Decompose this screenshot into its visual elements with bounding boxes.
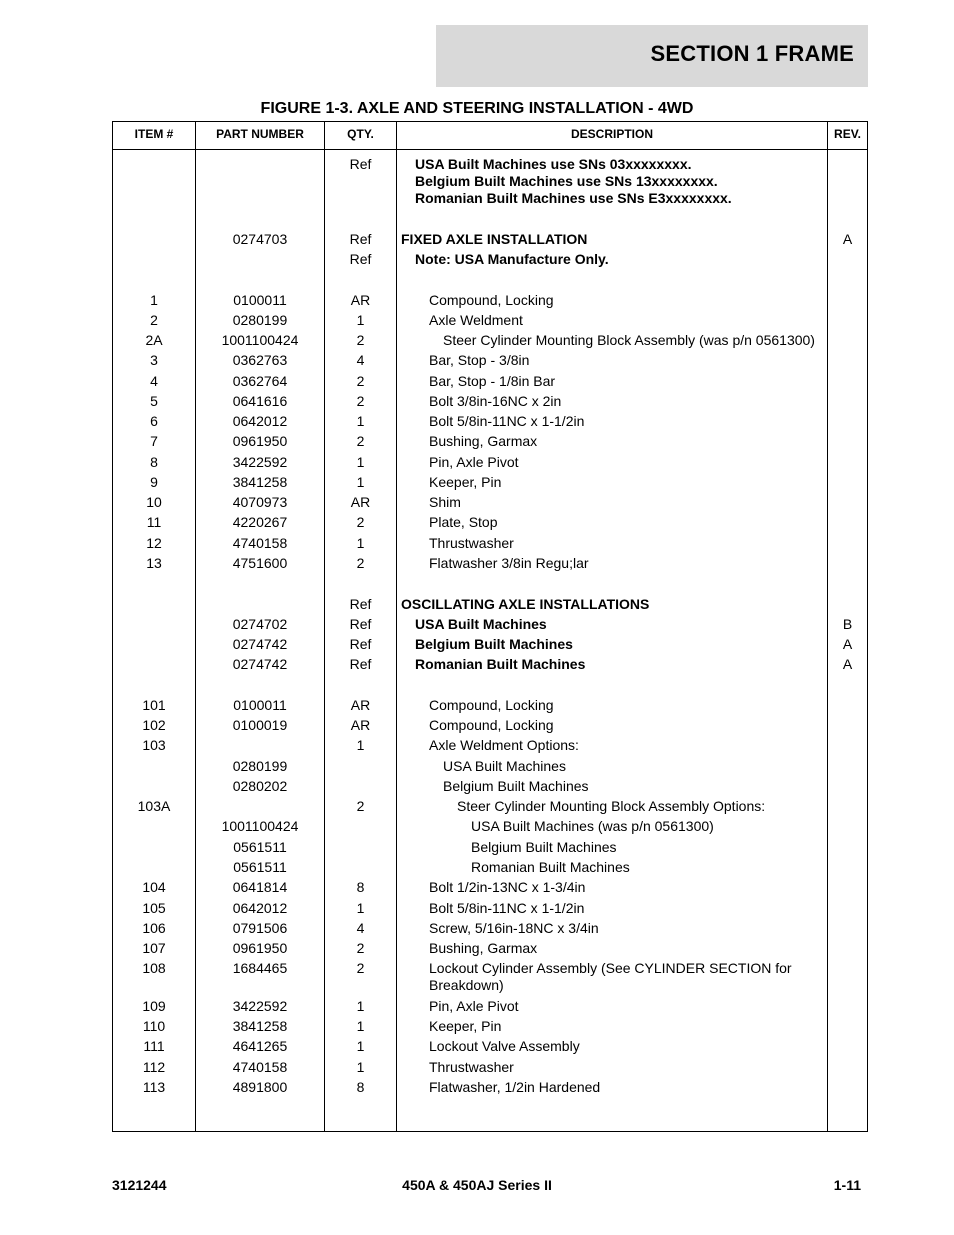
description: OSCILLATING AXLE INSTALLATIONS bbox=[401, 596, 650, 612]
description: Thrustwasher bbox=[429, 535, 514, 551]
item-number: 1 bbox=[150, 292, 158, 308]
item-number: 5 bbox=[150, 393, 158, 409]
item-number: 104 bbox=[142, 879, 166, 895]
item-number: 106 bbox=[142, 920, 166, 936]
quantity: Ref bbox=[349, 596, 372, 612]
description: Romanian Built Machines bbox=[471, 859, 630, 875]
revision: A bbox=[842, 231, 853, 247]
header-divider bbox=[113, 149, 867, 150]
quantity: 1 bbox=[356, 454, 365, 470]
part-number: 1001100424 bbox=[221, 818, 299, 834]
description: Shim bbox=[429, 494, 461, 510]
quantity: AR bbox=[350, 494, 371, 510]
description: Thrustwasher bbox=[429, 1059, 514, 1075]
description: Lockout Valve Assembly bbox=[429, 1038, 580, 1054]
part-number: 0100011 bbox=[233, 697, 287, 713]
description: Steer Cylinder Mounting Block Assembly Options: bbox=[457, 798, 766, 814]
footer-model: 450A & 450AJ Series II bbox=[402, 1177, 552, 1193]
part-number: 0274742 bbox=[232, 656, 288, 672]
parts-table bbox=[112, 121, 868, 1132]
section-title: SECTION 1 FRAME bbox=[650, 41, 854, 66]
description: Bar, Stop - 1/8in Bar bbox=[429, 373, 556, 389]
description: USA Built Machines (was p/n 0561300) bbox=[471, 818, 714, 834]
item-number: 8 bbox=[150, 454, 158, 470]
quantity: Ref bbox=[349, 231, 372, 247]
part-number: 3422592 bbox=[232, 454, 288, 470]
description: Belgium Built Machines bbox=[415, 636, 573, 652]
part-number: 0641814 bbox=[232, 879, 288, 895]
description: Bolt 5/8in-11NC x 1-1/2in bbox=[429, 900, 585, 916]
description: Steer Cylinder Mounting Block Assembly (was p/n 0561300) bbox=[443, 332, 815, 348]
description: Axle Weldment Options: bbox=[429, 737, 579, 753]
item-number: 3 bbox=[150, 352, 158, 368]
description: Bolt 1/2in-13NC x 1-3/4in bbox=[429, 879, 586, 895]
quantity: 1 bbox=[356, 312, 365, 328]
item-number: 103 bbox=[142, 737, 166, 753]
part-number: 0642012 bbox=[232, 900, 288, 916]
item-number: 108 bbox=[142, 960, 166, 976]
part-number: 0961950 bbox=[232, 940, 288, 956]
part-number: 4891800 bbox=[232, 1079, 288, 1095]
description: Belgium Built Machines bbox=[443, 778, 589, 794]
description: FIXED AXLE INSTALLATION bbox=[401, 231, 588, 247]
description: USA Built Machines use SNs 03xxxxxxxx. bbox=[415, 156, 692, 172]
description: Flatwasher, 1/2in Hardened bbox=[429, 1079, 601, 1095]
quantity: 8 bbox=[356, 879, 365, 895]
item-number: 2 bbox=[150, 312, 158, 328]
description: USA Built Machines bbox=[415, 616, 547, 632]
part-number: 0561511 bbox=[233, 859, 287, 875]
description: Bolt 5/8in-11NC x 1-1/2in bbox=[429, 413, 585, 429]
description: Screw, 5/16in-18NC x 3/4in bbox=[429, 920, 599, 936]
section-header-box bbox=[436, 25, 868, 87]
part-number: 0280199 bbox=[232, 312, 288, 328]
item-number: 109 bbox=[142, 998, 166, 1014]
quantity: 1 bbox=[356, 998, 365, 1014]
description: Belgium Built Machines use SNs 13xxxxxxxx. bbox=[415, 173, 718, 189]
quantity: 1 bbox=[356, 413, 365, 429]
description: Note: USA Manufacture Only. bbox=[415, 251, 609, 267]
part-number: 4070973 bbox=[232, 494, 288, 510]
quantity: 2 bbox=[356, 798, 365, 814]
quantity: Ref bbox=[349, 656, 372, 672]
item-number: 102 bbox=[142, 717, 166, 733]
revision: A bbox=[842, 636, 853, 652]
part-number: 4740158 bbox=[232, 1059, 288, 1075]
item-number: 111 bbox=[143, 1038, 165, 1054]
item-number: 107 bbox=[142, 940, 166, 956]
part-number: 3841258 bbox=[232, 1018, 288, 1034]
quantity: 2 bbox=[356, 514, 365, 530]
figure-title: FIGURE 1-3. AXLE AND STEERING INSTALLATION - 4WD bbox=[260, 100, 694, 117]
part-number: 3841258 bbox=[232, 474, 288, 490]
description: Pin, Axle Pivot bbox=[429, 454, 519, 470]
quantity: 8 bbox=[356, 1079, 365, 1095]
revision: B bbox=[842, 616, 853, 632]
header-part-number: PART NUMBER bbox=[216, 127, 304, 141]
description: Bushing, Garmax bbox=[429, 433, 538, 449]
quantity: 2 bbox=[356, 940, 365, 956]
part-number: 0274742 bbox=[232, 636, 288, 652]
part-number: 4740158 bbox=[232, 535, 288, 551]
item-number: 13 bbox=[146, 555, 162, 571]
description: Romanian Built Machines bbox=[415, 656, 586, 672]
part-number: 1684465 bbox=[232, 960, 288, 976]
quantity: Ref bbox=[349, 636, 372, 652]
part-number: 0961950 bbox=[232, 433, 288, 449]
header-description: DESCRIPTION bbox=[570, 127, 653, 141]
item-number: 10 bbox=[146, 494, 162, 510]
quantity: 2 bbox=[356, 555, 365, 571]
quantity: AR bbox=[350, 292, 371, 308]
description: Flatwasher 3/8in Regu;lar bbox=[429, 555, 589, 571]
quantity: 4 bbox=[356, 920, 365, 936]
item-number: 6 bbox=[150, 413, 158, 429]
part-number: 0561511 bbox=[233, 839, 287, 855]
footer-doc-number: 3121244 bbox=[112, 1177, 167, 1193]
revision: A bbox=[842, 656, 853, 672]
quantity: 2 bbox=[356, 433, 365, 449]
part-number: 0280202 bbox=[232, 778, 288, 794]
part-number: 4641265 bbox=[232, 1038, 288, 1054]
part-number: 0642012 bbox=[232, 413, 288, 429]
quantity: 1 bbox=[356, 474, 365, 490]
quantity: Ref bbox=[349, 156, 372, 172]
item-number: 12 bbox=[146, 535, 162, 551]
item-number: 113 bbox=[142, 1079, 166, 1095]
part-number: 0100019 bbox=[232, 717, 288, 733]
quantity: AR bbox=[350, 717, 371, 733]
header-rev: REV. bbox=[834, 127, 861, 141]
description: USA Built Machines bbox=[443, 758, 566, 774]
quantity: 1 bbox=[356, 1018, 365, 1034]
description: Keeper, Pin bbox=[429, 474, 502, 490]
part-number: 0791506 bbox=[232, 920, 288, 936]
header-item: ITEM # bbox=[134, 127, 174, 141]
quantity: 2 bbox=[356, 373, 365, 389]
part-number: 0362763 bbox=[232, 352, 288, 368]
description: Bushing, Garmax bbox=[429, 940, 538, 956]
item-number: 103A bbox=[137, 798, 171, 814]
description: Compound, Locking bbox=[429, 717, 554, 733]
quantity: 2 bbox=[356, 332, 365, 348]
quantity: 4 bbox=[356, 352, 365, 368]
part-number: 0274702 bbox=[232, 616, 288, 632]
description: Axle Weldment bbox=[429, 312, 523, 328]
part-number: 4220267 bbox=[232, 514, 288, 530]
part-number: 3422592 bbox=[232, 998, 288, 1014]
part-number: 0641616 bbox=[232, 393, 288, 409]
description: Bolt 3/8in-16NC x 2in bbox=[429, 393, 562, 409]
column-divider bbox=[396, 122, 397, 1131]
description: Belgium Built Machines bbox=[471, 839, 617, 855]
quantity: 1 bbox=[356, 900, 365, 916]
description: Romanian Built Machines use SNs E3xxxxxxxx. bbox=[415, 190, 732, 206]
item-number: 11 bbox=[146, 514, 162, 530]
description: Keeper, Pin bbox=[429, 1018, 502, 1034]
item-number: 9 bbox=[150, 474, 158, 490]
item-number: 105 bbox=[142, 900, 166, 916]
part-number: 4751600 bbox=[232, 555, 288, 571]
description: Compound, Locking bbox=[429, 697, 554, 713]
description: Bar, Stop - 3/8in bbox=[429, 352, 530, 368]
quantity: Ref bbox=[349, 251, 372, 267]
item-number: 101 bbox=[142, 697, 166, 713]
quantity: 1 bbox=[356, 737, 365, 753]
quantity: 2 bbox=[356, 960, 365, 976]
quantity: 1 bbox=[356, 535, 365, 551]
item-number: 112 bbox=[142, 1059, 166, 1075]
item-number: 7 bbox=[150, 433, 158, 449]
part-number: 0362764 bbox=[232, 373, 288, 389]
quantity: 1 bbox=[356, 1038, 365, 1054]
part-number: 0280199 bbox=[232, 758, 288, 774]
quantity: 2 bbox=[356, 393, 365, 409]
part-number: 0100011 bbox=[233, 292, 287, 308]
quantity: Ref bbox=[349, 616, 372, 632]
description: Pin, Axle Pivot bbox=[429, 998, 519, 1014]
header-qty: QTY. bbox=[347, 127, 374, 141]
description: Plate, Stop bbox=[429, 514, 498, 530]
part-number: 0274703 bbox=[232, 231, 288, 247]
item-number: 2A bbox=[145, 332, 163, 348]
description: Compound, Locking bbox=[429, 292, 554, 308]
item-number: 110 bbox=[142, 1018, 166, 1034]
part-number: 1001100424 bbox=[221, 332, 299, 348]
quantity: 1 bbox=[356, 1059, 365, 1075]
footer-page-number: 1-11 bbox=[833, 1177, 861, 1193]
description: Lockout Cylinder Assembly (See CYLINDER SECTION for Breakdown) bbox=[429, 960, 792, 993]
quantity: AR bbox=[350, 697, 371, 713]
item-number: 4 bbox=[150, 373, 158, 389]
